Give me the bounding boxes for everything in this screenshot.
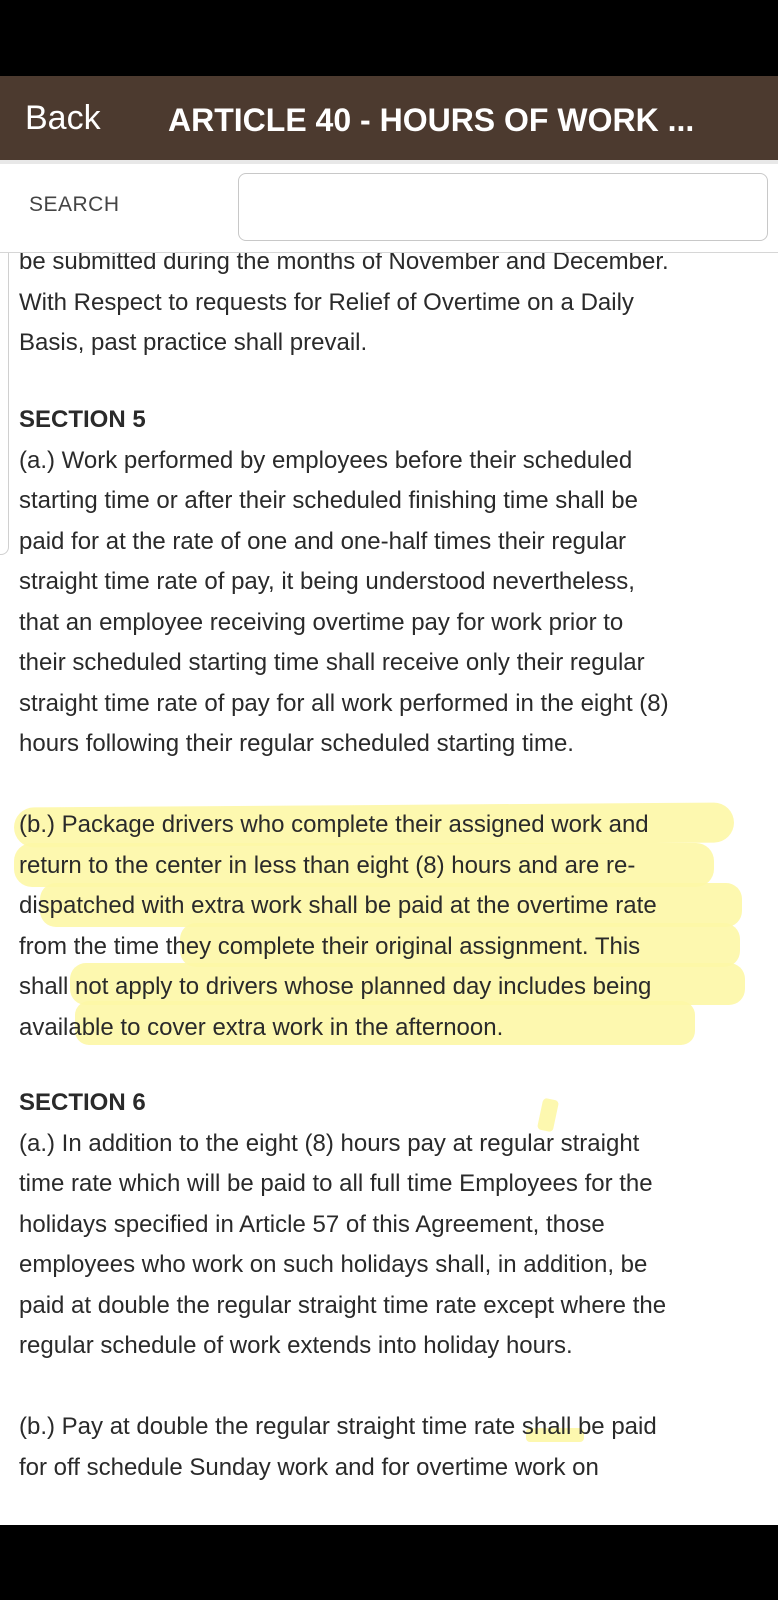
section-6 bbox=[19, 1083, 764, 1367]
search-input[interactable] bbox=[238, 173, 768, 241]
section-5-paragraph-b bbox=[19, 805, 764, 1048]
text-line: be submitted during the months of November and December. bbox=[19, 253, 669, 275]
text-line: Basis, past practice shall prevail. bbox=[19, 329, 368, 356]
text-line: (b.) Package drivers who complete their assigned work and bbox=[19, 811, 649, 838]
side-drawer-handle[interactable] bbox=[0, 253, 9, 555]
search-label: SEARCH bbox=[29, 193, 120, 216]
text-line: paid at double the regular straight time rate except where the bbox=[19, 1291, 667, 1319]
text-line: (b.) Pay at double the regular straight time rate shall be paid bbox=[19, 1413, 657, 1440]
system-navigation-bar bbox=[0, 1525, 778, 1600]
app-header bbox=[0, 76, 778, 160]
search-bar bbox=[0, 164, 778, 253]
section-heading: SECTION 5 bbox=[19, 406, 146, 433]
text-line: available to cover extra work in the afternoon. bbox=[19, 1013, 504, 1041]
text-line: for off schedule Sunday work and for overtime work on bbox=[19, 1453, 599, 1481]
text-line: starting time or after their scheduled finishing time shall be bbox=[19, 487, 638, 514]
text-line: their scheduled starting time shall receive only their regular bbox=[19, 649, 645, 676]
section-heading: SECTION 6 bbox=[19, 1089, 146, 1116]
text-line: holidays specified in Article 57 of this Agreement, those bbox=[19, 1210, 605, 1238]
text-line: paid for at the rate of one and one-half times their regular bbox=[19, 527, 627, 555]
text-line: With Respect to requests for Relief of Overtime on a Daily bbox=[19, 288, 634, 316]
text-line: employees who work on such holidays shall, in addition, be bbox=[19, 1251, 648, 1278]
intro-paragraph bbox=[19, 253, 764, 364]
text-line: (a.) In addition to the eight (8) hours pay at regular straight bbox=[19, 1129, 640, 1157]
text-line: hours following their regular scheduled starting time. bbox=[19, 730, 574, 757]
text-line: return to the center in less than eight (8) hours and are re- bbox=[19, 851, 636, 879]
text-line: (a.) Work performed by employees before their scheduled bbox=[19, 446, 633, 474]
page-title: ARTICLE 40 - HOURS OF WORK ... bbox=[168, 102, 695, 138]
section-5 bbox=[19, 400, 764, 765]
section-6-paragraph-b bbox=[19, 1407, 764, 1488]
text-line: regular schedule of work extends into holiday hours. bbox=[19, 1332, 573, 1359]
back-button[interactable]: Back bbox=[25, 99, 101, 137]
text-line: dispatched with extra work shall be paid at the overtime rate bbox=[19, 892, 657, 919]
text-line: straight time rate of pay, it being understood nevertheless, bbox=[19, 568, 635, 595]
text-line: that an employee receiving overtime pay for work prior to bbox=[19, 608, 624, 636]
text-line: shall not apply to drivers whose planned day includes being bbox=[19, 973, 652, 1000]
text-line: straight time rate of pay for all work performed in the eight (8) bbox=[19, 689, 669, 717]
text-line: time rate which will be paid to all full time Employees for the bbox=[19, 1170, 653, 1197]
text-line: from the time they complete their original assignment. This bbox=[19, 932, 641, 960]
status-bar bbox=[0, 0, 778, 76]
document-content[interactable] bbox=[0, 253, 778, 1525]
